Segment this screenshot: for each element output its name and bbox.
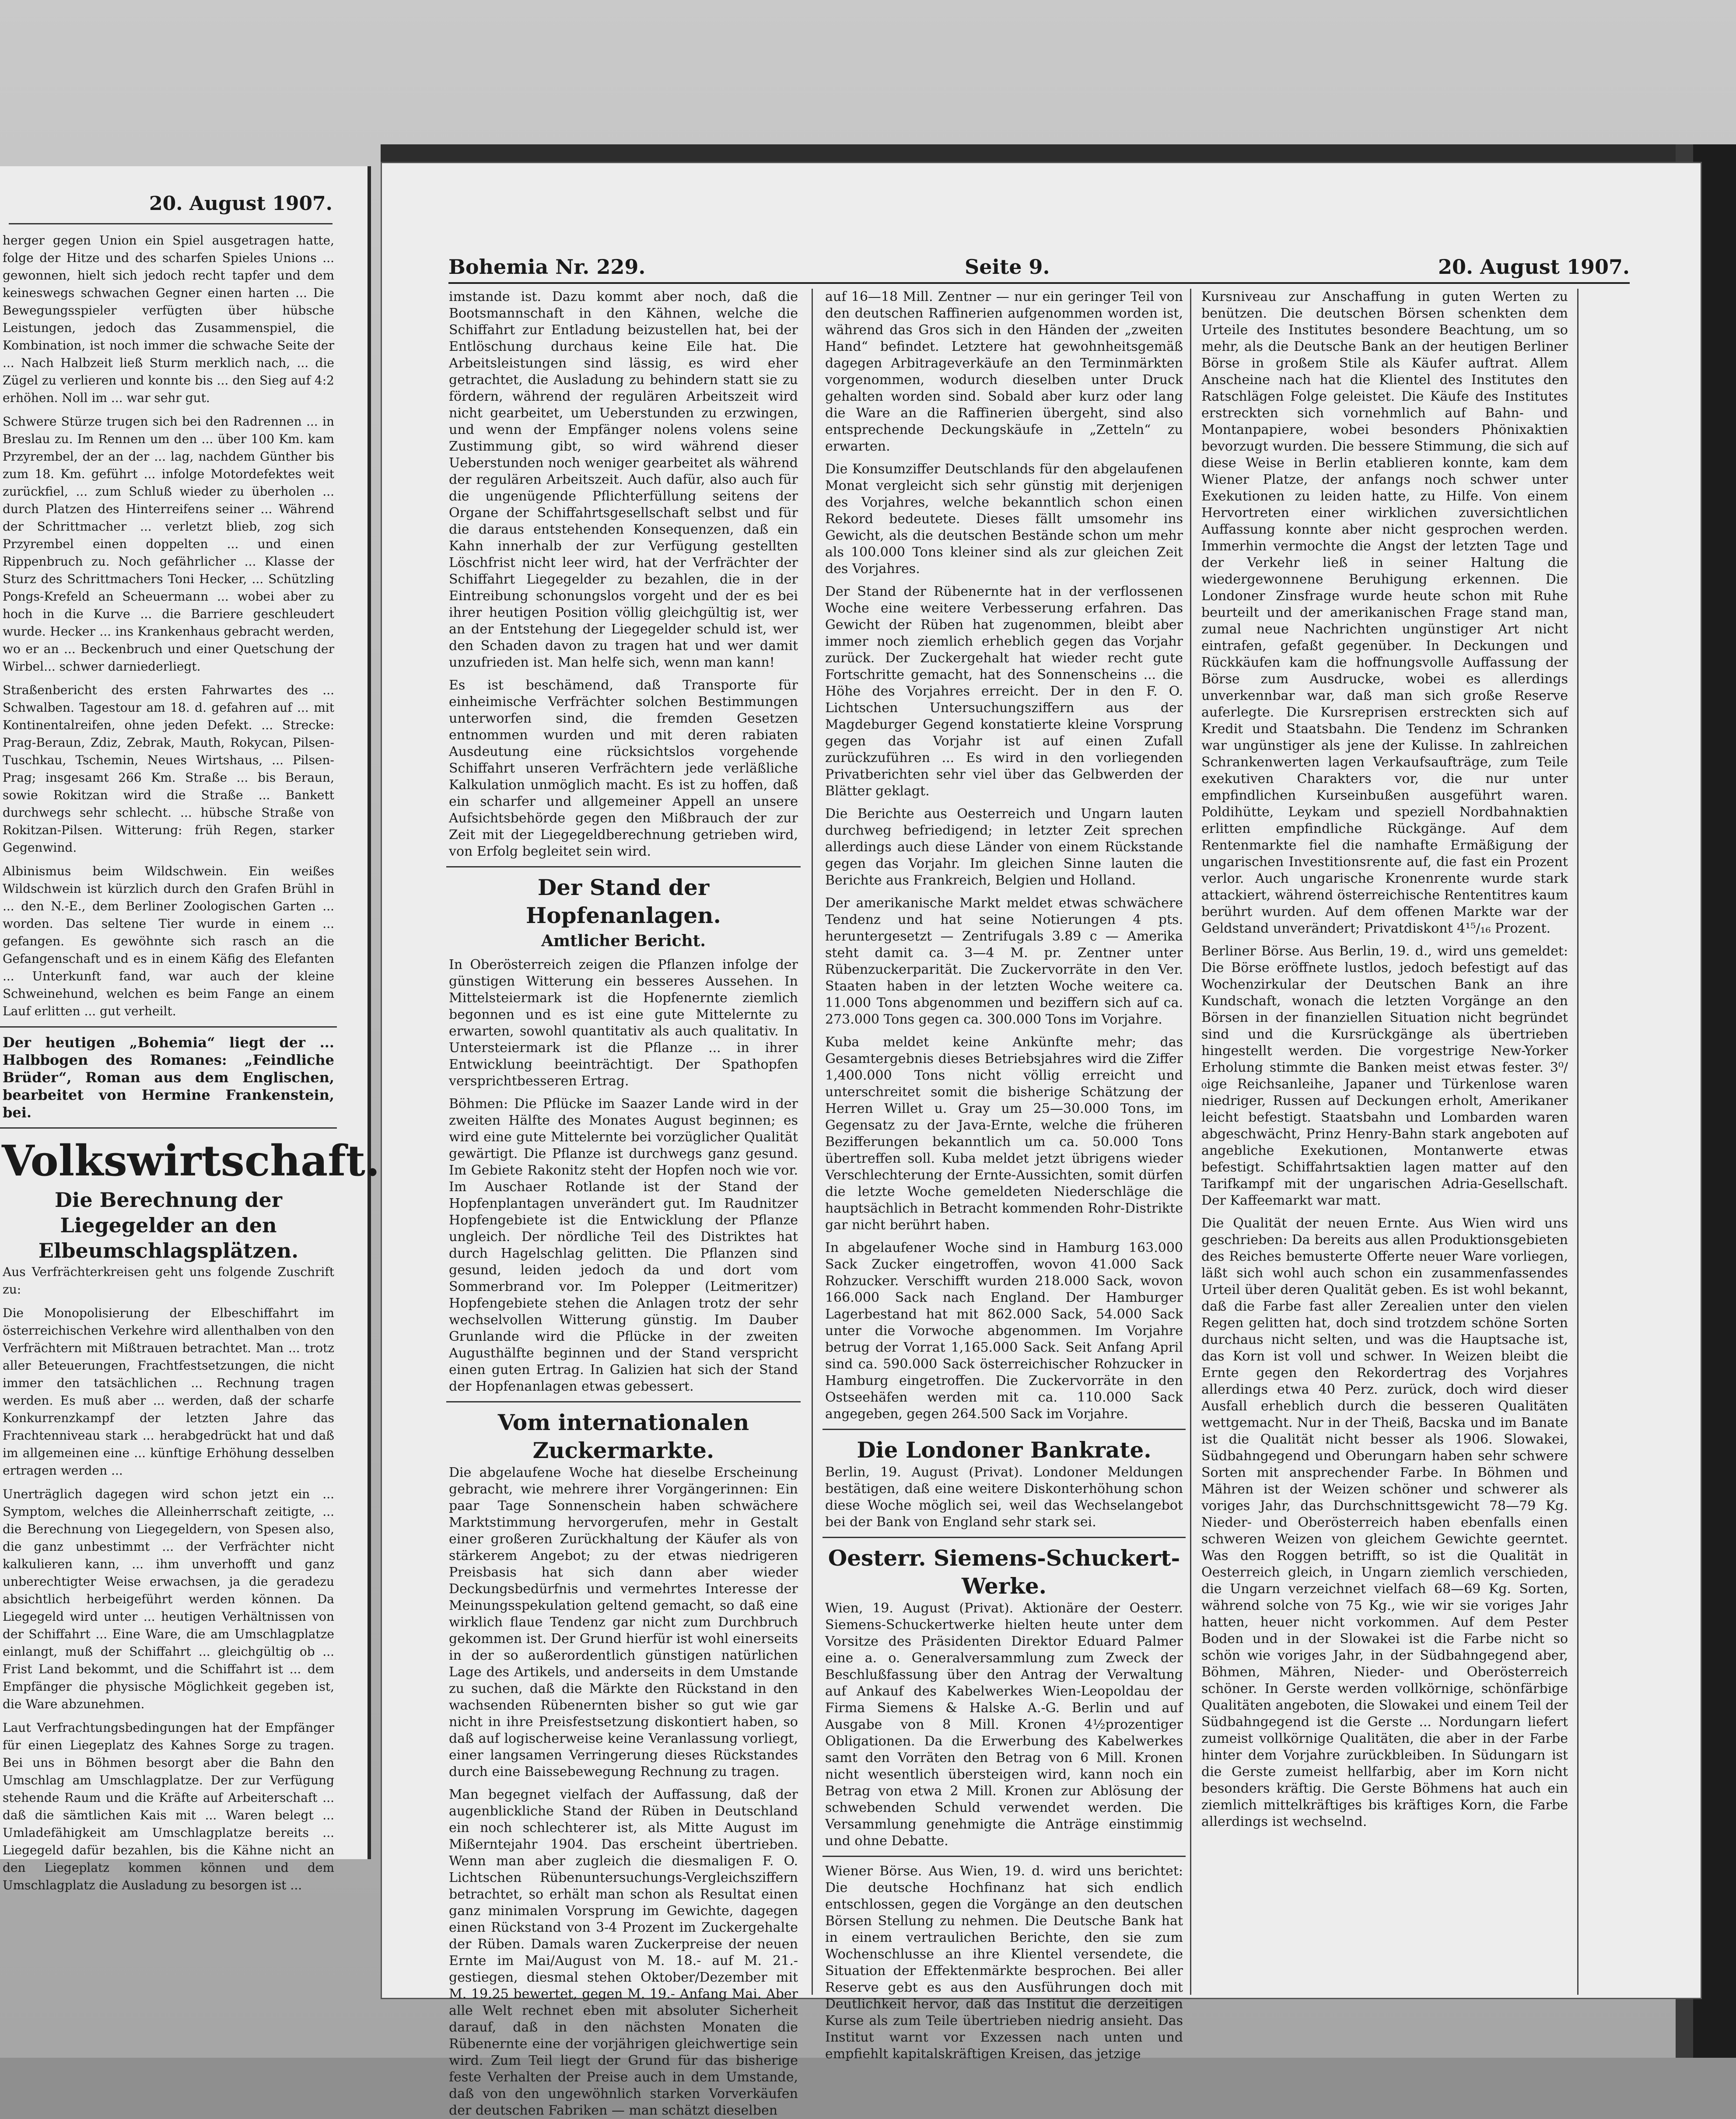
- divider: [822, 1429, 1186, 1430]
- divider: [822, 1856, 1186, 1857]
- column-3: [1199, 289, 1571, 1995]
- column-paragraph: In abgelaufener Woche sind in Hamburg 163.000 Sack Zucker eingetroffen, wovon 41.000 Sack Rohzucker. Verschifft wurden 218.000 Sack, wovon 166.000 Sack nach England. Der Hamburger Lagerbestand hat mit 862.000 Sack, 54.000 Sack unter die Vorwoche abgenommen. Im Vorjahre betrug der Vorrat 1,165.000 Sack. Seit Anfang April sind ca. 590.000 Sack österreichischer Rohzucker in Hamburg eingetroffen. Die Zuckervorräte in den Ostseehäfen werden mit ca. 110.000 Sack angegeben, gegen 264.500 Sack im Vorjahre.: [825, 1240, 1183, 1422]
- book-edge-top: [381, 144, 1693, 162]
- column-paragraph: Berliner Börse. Aus Berlin, 19. d., wird uns gemeldet: Die Börse eröffnete lustlos, jedoch befestigt auf das Wochenzirkular der Deutschen Bank an ihre Kundschaft, wonach die letzten Vorgänge an den Börsen in der finanziellen Situation nicht begründet sind und die Kursrückgänge als übertrieben hingestellt werden. Die vorgestrige New-Yorker Erholung stimmte die Banken meist etwas fester. 3⁰/₀ige Reichsanleihe, Japaner und Türkenlose waren niedriger, Russen auf Deckungen erholt, Amerikaner leicht befestigt. Staatsbahn und Lombarden waren abgeschwächt, Prinz Henry-Bahn stark angeboten auf angebliche Exekutionen, Montanwerte etwas befestigt. Schiffahrtsaktien lagen matter auf den Tarifkampf mit der ungarischen Adria-Gesellschaft. Der Kaffeemarkt war matt.: [1201, 944, 1568, 1208]
- divider: [0, 1127, 337, 1129]
- article-paragraph: Laut Verfrachtungsbedingungen hat der Empfänger für einen Liegeplatz des Kahnes Sorge zu tragen. Bei uns in Böhmen besorgt aber die Bahn den Umschlag am Umschlagplatze. Der zur Verfügung stehende Raum und die Kräfte auf Arbeiterschaft ... daß die sämtlichen Kais mit ... Waren belegt ... Umladefähigkeit am Umschlagplatze bereits ... Liegegeld dafür bezahlen, bis die Kähne nicht an den Liegeplatz kommen können und dem Umschlagplatz die Ausladung zu besorgen ist ...: [3, 1720, 334, 1892]
- section-title: Volkswirtschaft.: [2, 1136, 380, 1185]
- column-rule: [1577, 289, 1578, 1995]
- newspaper-page: [381, 162, 1702, 2118]
- left-page-column: [0, 232, 380, 1900]
- article-headline: Vom internationalen Zuckermarkte.: [497, 1409, 749, 1463]
- column-paragraph: Wien, 19. August (Privat). Aktionäre der Oesterr. Siemens-Schuckertwerke hielten heute unter dem Vorsitze des Präsidenten Direktor Eduard Palmer eine a. o. Generalversammlung zum Zweck der Beschlußfassung über den Antrag der Verwaltung auf Ankauf des Kabelwerkes Wien-Leopoldau der Firma Siemens & Halske A.-G. Berlin und auf Ausgabe von 8 Mill. Kronen 4½prozentiger Obligationen. Da die Erwerbung des Kabelwerkes samt den Vorräten den Betrag von 6 Mill. Kronen nicht wesentlich übersteigen wird, kann noch ein Betrag von etwa 2 Mill. Kronen zur Ablösung der schwebenden Schuld verwendet werden. Die Versammlung genehmigte die Anträge einstimmig und ohne Debatte.: [825, 1601, 1183, 1849]
- article-headline: Oesterr. Siemens-Schuckert-Werke.: [828, 1545, 1180, 1599]
- article-headline: Die Berechnung der Liegegelder an den Elbeumschlagsplätzen.: [38, 1188, 299, 1262]
- page-date: 20. August 1907.: [1438, 255, 1630, 279]
- column-paragraph: Die abgelaufene Woche hat dieselbe Erscheinung gebracht, wie mehrere ihrer Vorgängerinnen: Ein paar Tage Sonnenschein haben schwächere Marktstimmung hervorgerufen, mehr in Gestalt einer großeren Zurückhaltung der Käufer als von stärkerem Angebot; zu der etwas niedrigeren Preisbasis hat sich dann aber wieder Deckungsbedürfnis und vermehrtes Interesse der Meinungsspekulation geltend gemacht, so daß eine wirklich flaue Tendenz gar nicht zum Durchbruch gekommen ist. Der Grund hierfür ist wohl einerseits in der so außerordentlich günstigen natürlichen Lage des Artikels, und anderseits in dem Umstande zu suchen, daß die Märkte den Rückstand in den wachsenden Rübenernten bisher so gut wie gar nicht in ihre Preisfestsetzung diskontiert haben, so daß auf logischerweise keine Veranlassung vorliegt, einer langsamen Verringerung dieses Rückstandes durch eine Baissebewegung Rechnung zu tragen.: [449, 1465, 798, 1780]
- divider: [446, 866, 801, 867]
- left-page-date: 20. August 1907.: [149, 192, 332, 215]
- column-paragraph: Man begegnet vielfach der Auffassung, daß der augenblickliche Stand der Rüben in Deutschland ein noch schlechterer ist, als Mitte August im Mißerntejahr 1904. Das erscheint übertrieben. Wenn man aber zugleich die diesmaligen F. O. Lichtschen Rübenuntersuchungs-Vergleichsziffern betrachtet, so erhält man schon als Resultat einen ganz minimalen Vorsprung im Gewichte, dagegen einen Rückstand von 3-4 Prozent im Zuckergehalte der Rüben. Damals waren Zuckerpreise der neuen Ernte im Mai/August von M. 18.- auf M. 21.- gestiegen, diesmal stehen Oktober/Dezember mit M. 19.25 bewertet, gegen M. 19.- Anfang Mai. Aber alle Welt rechnet eben mit absoluter Sicherheit darauf, daß in den nächsten Monaten die Rübenernte eine der vorjährigen gleichwertige sein wird. Zum Teil liegt der Grund für das bisherige feste Verhalten der Preise auch in dem Umstande, daß von den ungewöhnlich starken Vorverkäufen der deutschen Fabriken — man schätzt dieselben: [449, 1787, 798, 2118]
- article-subheadline: Amtlicher Bericht.: [541, 932, 706, 950]
- column-paragraph: Kuba meldet keine Ankünfte mehr; das Gesamtergebnis dieses Betriebsjahres wird die Ziffer 1,400.000 Tons nicht völlig erreicht und unterschreitet somit die bisherige Schätzung der Herren Willet u. Gray um 25—30.000 Tons, im Gegensatz zu der Java-Ernte, welche die früheren Bezifferungen bekanntlich um ca. 50.000 Tons übertreffen soll. Kuba meldet jetzt übrigens wieder Verschlechterung der Ernte-Aussichten, somit dürfen die letzte Woche gemeldeten Niederschläge die hauptsächlich in Betracht kommenden Rohr-Distrikte gar nicht berührt haben.: [825, 1035, 1183, 1233]
- divider: [822, 1537, 1186, 1538]
- article-paragraph: Die Monopolisierung der Elbeschiffahrt im österreichischen Verkehre wird allenthalben von den Verfrächtern mit Mißtrauen betrachtet. Man ... trotz aller Beteuerungen, Frachtfestsetzungen, die nicht immer den tatsächlichen ... Rechnung tragen werden. Es muß aber ... werden, daß der scharfe Konkurrenzkampf der letzten Jahre das Frachtenniveau stark ... herabgedrückt hat und daß im allgemeinen eine ... künftige Erhöhung desselben ertragen werden ...: [3, 1306, 334, 1478]
- left-page-header: [9, 184, 332, 224]
- column-paragraph: Die Berichte aus Oesterreich und Ungarn lauten durchweg befriedigend; in letzter Zeit sprechen allerdings auch diese Länder von einem Rückstande gegen das Vorjahr. Im gleichen Sinne lauten die Berichte aus Frankreich, Belgien und Holland.: [825, 806, 1183, 888]
- column-paragraph: Die Qualität der neuen Ernte. Aus Wien wird uns geschrieben: Da bereits aus allen Produktionsgebieten des Reiches bemusterte Offerte neuer Ware vorliegen, läßt sich wohl auch schon ein zusammenfassendes Urteil über deren Qualität geben. Es ist wohl bekannt, daß die Farbe fast aller Zerealien unter den vielen Regen gelitten hat, doch sind trotzdem schöne Sorten durchaus nicht selten, und was die Hauptsache ist, das Korn ist voll und schwer. In Weizen bleibt die Ernte gegen den Rekordertrag des Vorjahres allerdings etwa 40 Perz. zurück, doch wird dieser Ausfall erheblich durch die besseren Qualitäten wettgemacht. Nur in der Theiß, Bacska und im Banate ist die Qualität nicht besser als 1906. Slowakei, Südbahngegend und Oberungarn haben sehr schwere Sorten mit ansprechender Farbe. In Böhmen und Mähren ist der Weizen schöner und schwerer als voriges Jahr, das Durchschnittsgewicht 78—79 Kg. Nieder- und Oberösterreich haben ebenfalls einen schweren Weizen von gleichem Gewichte geerntet. Was den Roggen betrifft, so ist die Qualität in Oesterreich gleich, in Ungarn ziemlich verschieden, die Ungarn verzeichnet vielfach 68—69 Kg. Sorten, während solche von 75 Kg., wie wir sie voriges Jahr hatten, heuer nicht vorkommen. Auf dem Pester Boden und in der Slowakei ist die Farbe nicht so schön wie voriges Jahr, in der Südbahngegend aber, Böhmen, Mähren, Nieder- und Oberösterreich schöner. In Gerste werden vollkörnige, schönfärbige Qualitäten angeboten, die Slowakei und einem Teil der Südbahngegend ist die Gerste ... Nordungarn liefert zumeist vollkörnige Qualitäten, die aber in der Farbe hinter dem Vorjahre zurückbleiben. In Südungarn ist die Gerste zumeist hellfarbig, aber im Korn nicht besonders kräftig. Die Gerste Böhmens hat auch ein ziemlich mittelkräftiges bis kräftiges Korn, die Farbe allerdings ist wechselnd.: [1201, 1216, 1568, 1829]
- page-header: [448, 247, 1630, 284]
- page-number: Seite 9.: [965, 255, 1050, 279]
- left-paragraph: Schwere Stürze trugen sich bei den Radrennen ... in Breslau zu. Im Rennen um den ... über 100 Km. kam Przyrembel, der an der ... lag, nachdem Günther bis zum 18. Km. geführt ... infolge Motordefektes weit zurückfiel, ... zum Schluß wieder zu überholen ... durch Platzen des Hinterreifens seiner ... Während der Schrittmacher ... verletzt blieb, zog sich Przyrembel einen doppelten ... und einen Rippenbruch zu. Noch gefährlicher ... Klasse der Sturz des Schrittmachers Toni Hecker, ... Schützling Pongs-Krefeld an Scheuermann ... wobei aber zu hoch in die Kurve ... die Barriere geschleudert wurde. Hecker ... ins Krankenhaus gebracht werden, wo er an ... Beckenbruch und einer Quetschung der Wirbel... schwer darniederliegt.: [3, 414, 334, 674]
- column-paragraph: Wiener Börse. Aus Wien, 19. d. wird uns berichtet: Die deutsche Hochfinanz hat sich endlich entschlossen, gegen die Vorgänge an den deutschen Börsen Stellung zu nehmen. Die Deutsche Bank hat in einem vertraulichen Berichte, den sie zum Wochenschlusse an ihre Klientel versendete, die Situation der Effektenmärkte besprochen. Bei aller Reserve gebt es aus den Ausführungen doch mit Deutlichkeit hervor, daß das Institut die derzeitigen Kurse als zum Teile übertrieben niedrig ansieht. Das Institut warnt vor Exzessen nach unten und empfiehlt kapitalskräftigen Kreisen, das jetzige: [825, 1864, 1183, 2062]
- column-paragraph: Kursniveau zur Anschaffung in guten Werten zu benützen. Die deutschen Börsen schenkten dem Urteile des Institutes besondere Beachtung, um so mehr, als die Deutsche Bank an der heutigen Berliner Börse in großem Stile als Käufer auftrat. Allem Anscheine nach hat die Klientel des Institutes den Ratschlägen Folge geleistet. Die Käufe des Institutes erstreckten sich vornehmlich auf Bahn- und Montanpapiere, wobei besonders Phönixaktien bevorzugt wurden. Die bessere Stimmung, die sich auf diese Weise in Berlin etablieren konnte, kam dem Wiener Platze, der anfangs noch schwer unter Exekutionen zu leiden hatte, zu Hilfe. Von einem Hervortreten einer wirklichen zuversichtlichen Auffassung konnte aber nicht gesprochen werden. Immerhin vermochte die Angst der letzten Tage und der Verkehr ließ in seiner Haltung die wiedergewonnene Beruhigung erkennen. Die Londoner Zinsfrage wurde heute schon mit Ruhe beurteilt und der amerikanischen Frage stand man, zumal neue Nachrichten ungünstiger Art nicht eintrafen, gefaßt gegenüber. In Deckungen und Rückkäufen kam die hoffnungsvolle Auffassung der Börse zum Ausdrucke, wobei es allerdings unverkennbar war, daß man sich große Reserve auferlegte. Die Kursreprisen erstreckten sich auf Kredit und Staatsbahn. Die Tendenz im Schranken war ungünstiger als jene der Kulisse. In zahlreichen Schrankenwerten lagen Verkaufsaufträge, zum Teile exekutiven Charakters vor, die nur unter empfindlichen Kurseinbußen ausgeführt waren. Poldihütte, Leykam und speziell Nordbahnaktien erlitten empfindliche Rückgänge. Auf dem Rentenmarkte fiel die namhafte Ermäßigung der ungarischen Investitionsrente auf, die fast ein Prozent verlor. Auch ungarische Kronenrente wurde stark attackiert, während österreichische Rententitres kaum berührt wurden. Auf dem offenen Markte war der Geldstand unverändert; Privatdiskont 4¹⁵/₁₆ Prozent.: [1201, 289, 1568, 936]
- article-headline: Die Londoner Bankrate.: [857, 1437, 1152, 1463]
- column-paragraph: Böhmen: Die Pflücke im Saazer Lande wird in der zweiten Hälfte des Monates August beginnen; es wird eine gute Mittelernte bei vorzüglicher Qualität gewärtigt. Die Pflanze ist durchwegs ganz gesund. Im Gebiete Rakonitz steht der Hopfen noch wie vor. Im Auschaer Rotlande ist der Stand der Hopfenplantagen unverändert gut. Im Raudnitzer Hopfengebiete ist die Entwicklung der Pflanze ungleich. Der nördliche Teil des Distriktes hat durch Hagelschlag gelitten. Die Pflanzen sind gesund, leiden jedoch da und dort vom Sommerbrand vor. Im Polepper (Leitmeritzer) Hopfengebiete stehen die Anlagen trotz der sehr wechselvollen Witterung günstig. Im Dauber Grunlande wird die Pflücke in der zweiten Augusthälfte beginnen und der Stand verspricht einen guten Ertrag. In Galizien hat sich der Stand der Hopfenanlagen etwas gebessert.: [449, 1096, 798, 1394]
- column-paragraph: Die Konsumziffer Deutschlands für den abgelaufenen Monat vergleicht sich sehr günstig mit derjenigen des Vorjahres, welche bekanntlich schon einen Rekord bedeutete. Dieses fällt umsomehr ins Gewicht, als die deutschen Bestände schon um mehr als 100.000 Tons kleiner sind als zur gleichen Zeit des Vorjahres.: [825, 462, 1183, 577]
- column-paragraph: imstande ist. Dazu kommt aber noch, daß die Bootsmannschaft in den Kähnen, welche die Schiffahrt zur Entladung beizustellen hat, bei der Entlöschung durchaus keine Eile hat. Die Arbeitsleistungen sind lässig, es wird eher getrachtet, die Ausladung zu behindern statt sie zu fördern, während der regulären Arbeitszeit wird nicht gearbeitet, um Ueberstunden zu erzwingen, und wenn der Empfänger nolens volens seine Zustimmung gibt, so wird während dieser Ueberstunden noch weniger gearbeitet als während der regulären Arbeitszeit. Auch dafür, also auch für die ungenügende Pflichterfüllung seitens der Organe der Schiffahrtsgesellschaft selbst und für die daraus entstehenden Konsequenzen, daß ein Kahn innerhalb der zur Verfügung gestellten Löschfrist nicht leer wird, hat der Verfrächter der Schiffahrt Liegegelder zu bezahlen, die in der Eintreibung schonungslos vorgeht und der es bei ihrer heutigen Position völlig gleichgültig ist, wer an der Entstehung der Liegegelder schuld ist, wer den Schaden davon zu tragen hat und wer damit unzufrieden ist. Man helfe sich, wenn man kann!: [449, 289, 798, 670]
- article-paragraph: Unerträglich dagegen wird schon jetzt ein ... Symptom, welches die Alleinherrschaft zeitigte, ... die Berechnung von Liegegeldern, von Spesen also, die ganz unbestimmt ... der Verfrächter nicht kalkulieren kann, ... ihm unverhofft und ganz unberechtigter Weise erwachsen, ja die geradezu absichtlich herbeigeführt werden können. Da Liegegeld wird unter ... heutigen Verhältnissen von der Schiffahrt ... Eine Ware, die am Umschlagplatze einlangt, muß der Schiffahrt ... gleichgültig ob ... Frist Land bekommt, und die Schiffahrt ist ... dem Empfänger die physische Möglichkeit gegeben ist, die Ware abzunehmen.: [3, 1487, 334, 1711]
- column-paragraph: auf 16—18 Mill. Zentner — nur ein geringer Teil von den deutschen Raffinerien aufgenommen worden ist, während das Gros sich in den Händen der „zweiten Hand“ befindet. Letztere hat gewohnheitsgemäß dagegen Arbitrageverkäufe an den Terminmärkten vorgenommen, wodurch dieselben unter Druck gehalten worden sind. Sobald aber kurz oder lang die Ware an die Raffinerien übergeht, sind also entsprechende Deckungskäufe in „Zetteln“ zu erwarten.: [825, 289, 1183, 454]
- article-headline: Der Stand der Hopfenanlagen.: [526, 874, 721, 928]
- column-rule: [1190, 289, 1191, 1995]
- left-paragraph: herger gegen Union ein Spiel ausgetragen hatte, folge der Hitze und des scharfen Spieles Unions ... gewonnen, hielt sich jedoch recht tapfer und dem keineswegs schwachen Gegner einen harten ... Die Bewegungsspieler verfügten über hübsche Leistungen, jedoch das Zusammenspiel, die Kombination, ist noch immer die schwache Seite der ... Nach Halbzeit ließ Sturm merklich nach, ... die Zügel zu verlieren und konnte bis ... den Sieg auf 4:2 erhöhen. Noll im ... war sehr gut.: [3, 233, 334, 405]
- column-1: [446, 289, 801, 2118]
- article-paragraph: Aus Verfrächterkreisen geht uns folgende Zuschrift zu:: [3, 1265, 334, 1297]
- column-2: [822, 289, 1186, 2062]
- divider: [446, 1401, 801, 1402]
- left-paragraph: Albinismus beim Wildschwein. Ein weißes Wildschwein ist kürzlich durch den Grafen Brühl in ... den N.-E., dem Berliner Zoologischen Garten ... worden. Das seltene Tier wurde in einem ... gefangen. Es gewöhnte sich rasch an die Gefangenschaft und es in einem Käfig des Elefanten ... Unterkunft fand, war auch der kleine Schweinehund, welchen es beim Fange an einem Lauf erlitten ... gut verheilt.: [3, 864, 334, 1018]
- divider: [0, 1026, 337, 1028]
- left-paragraph: Straßenbericht des ersten Fahrwartes des ... Schwalben. Tagestour am 18. d. gefahren auf ... mit Kontinentalreifen, ohne jeden Defekt. ... Strecke: Prag-Beraun, Zdiz, Zebrak, Mauth, Rokycan, Pilsen-Tuschkau, Tschemin, Neues Wirtshaus, ... Pilsen-Prag; insgesamt 266 Km. Straße ... bis Beraun, sowie Rokitzan wird die Straße ... Bankett durchwegs sehr schlecht. ... hübsche Straße von Rokitzan-Pilsen. Witterung: früh Regen, starker Gegenwind.: [3, 683, 334, 855]
- column-paragraph: Der Stand der Rübenernte hat in der verflossenen Woche eine weitere Verbesserung erfahren. Das Gewicht der Rüben hat zugenommen, bleibt aber immer noch ziemlich erheblich gegen das Vorjahr zurück. Der Zuckergehalt hat wieder recht gute Fortschritte gemacht, hat des Sonnenscheins ... die Höhe des Vorjahres erreicht. Der in den F. O. Lichtschen Untersuchungsziffern aus der Magdeburger Gegend konstatierte kleine Vorsprung gegen das Vorjahr ist auf einen Zufall zurückzuführen ... Es wird in den vorliegenden Privatberichten sehr viel über das Gelbwerden der Blätter geklagt.: [825, 584, 1183, 799]
- column-paragraph: In Oberösterreich zeigen die Pflanzen infolge der günstigen Witterung ein besseres Aussehen. In Mittelsteiermark ist die Hopfenernte ziemlich begonnen und es ist eine gute Mittelernte zu erwarten, sowohl quantitativ als auch qualitativ. In Untersteiermark ist die Pflanze ... in ihrer Entwicklung beeinträchtigt. Der Spathopfen versprichtbesseren Ertrag.: [449, 957, 798, 1089]
- column-paragraph: Berlin, 19. August (Privat). Londoner Meldungen bestätigen, daß eine weitere Diskonterhöhung schon diese Woche möglich sei, weil das Wechselangebot bei der Bank von England sehr stark sei.: [825, 1465, 1183, 1530]
- masthead-issue: Bohemia Nr. 229.: [448, 255, 646, 279]
- left-page: [0, 166, 380, 1892]
- column-paragraph: Der amerikanische Markt meldet etwas schwächere Tendenz und hat seine Notierungen 4 pts. heruntergesetzt — Zentrifugals 3.89 c — Amerika steht damit ca. 3—4 M. pr. Zentner unter Rübenzuckerparität. Die Zuckervorräte in den Ver. Staaten haben in der letzten Woche weitere ca. 11.000 Tons abgenommen und beziffern sich auf ca. 273.000 Tons gegen ca. 300.000 Tons im Vorjahre.: [825, 895, 1183, 1027]
- supplement-notice: Der heutigen „Bohemia“ liegt der ... Halbbogen des Romanes: „Feindliche Brüder“, Roman aus dem Englischen, bearbeitet von Hermine Frankenstein, bei.: [3, 1034, 334, 1121]
- column-rule: [812, 289, 813, 1995]
- column-paragraph: Es ist beschämend, daß Transporte für einheimische Verfrächter solchen Bestimmungen unterworfen sind, die fremden Gesetzen entnommen wurden und mit deren rabiaten Ausdeutung eine rücksichtslos vorgehende Schiffahrt unseren Verfrächtern jede verläßliche Kalkulation unmöglich macht. Es ist zu hoffen, daß ein scharfer und allgemeiner Appell an unsere Aufsichtsbehörde gegen den Mißbrauch der zur Zeit mit der Liegegeldberechnung getrieben wird, von Erfolg begleitet sein wird.: [449, 678, 798, 859]
